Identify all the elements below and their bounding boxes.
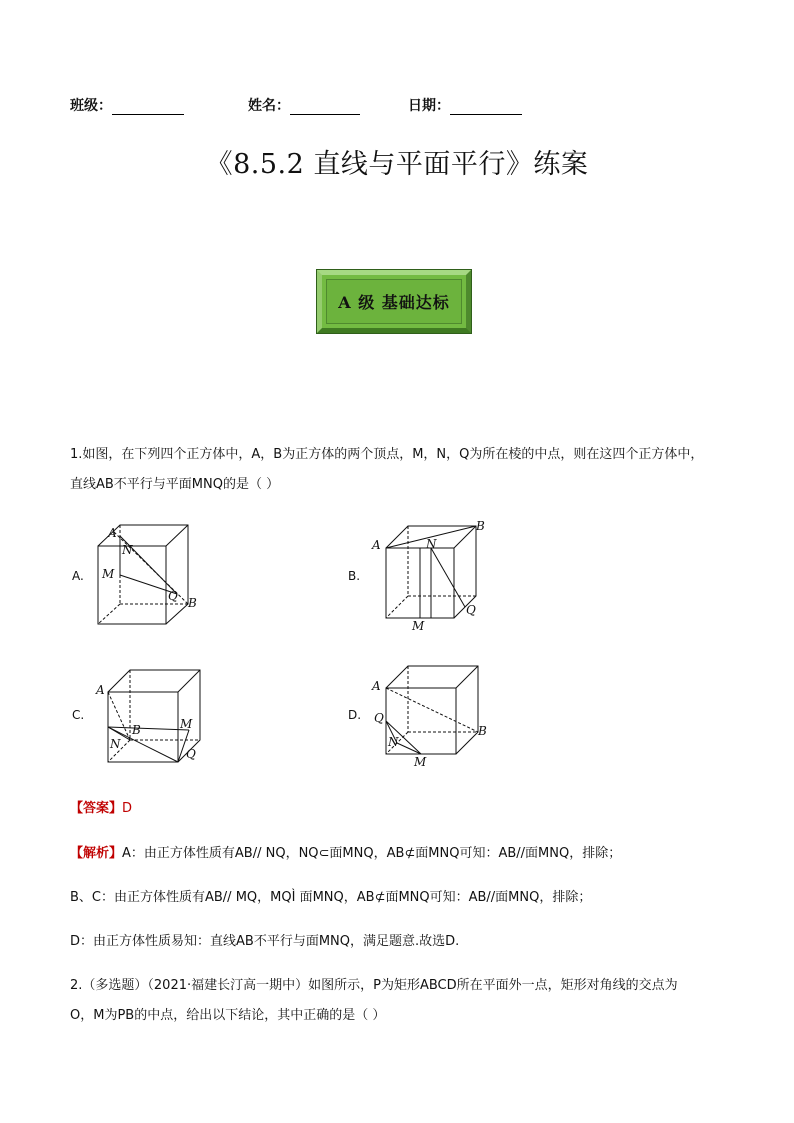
fig-c-point-a: A bbox=[96, 683, 105, 697]
analysis-tag: 【解析】 bbox=[70, 846, 123, 861]
option-a-label: A. bbox=[72, 569, 84, 583]
fig-c-point-q: Q bbox=[186, 747, 196, 761]
fig-b-point-b: B bbox=[476, 519, 485, 533]
analysis-line-d: D：由正方体性质易知：直线AB不平行与面MNQ，满足题意.故选D. bbox=[70, 934, 460, 949]
fig-b-point-q: Q bbox=[466, 603, 476, 617]
answer-value: D bbox=[122, 801, 133, 816]
cube-figure-a bbox=[92, 520, 212, 630]
cube-figure-b bbox=[368, 518, 488, 633]
name-blank[interactable] bbox=[290, 100, 360, 115]
question-2-line-1: 2.（多选题）（2021·福建长汀高一期中）如图所示，P为矩形ABCD所在平面外一点，矩形对角线的交点为 bbox=[70, 978, 678, 993]
analysis-line-bc: B、C：由正方体性质有AB// MQ，MQÌ 面MNQ，AB⊄面MNQ可知：AB//面MNQ，排除； bbox=[70, 890, 592, 905]
name-label: 姓名： bbox=[248, 98, 290, 114]
fig-d-point-m: M bbox=[414, 755, 427, 769]
question-1-line-1: 1.如图，在下列四个正方体中，A，B为正方体的两个顶点，M，N，Q为所在棱的中点，则在这四个正方体中， bbox=[70, 447, 704, 462]
fig-a-point-q: Q bbox=[168, 589, 178, 603]
level-badge bbox=[317, 270, 471, 333]
fig-b-point-m: M bbox=[412, 619, 425, 633]
question-2-line-2: O，M为PB的中点，给出以下结论，其中正确的是（ ） bbox=[70, 1008, 386, 1023]
fig-c-point-n: N bbox=[110, 737, 121, 751]
class-field[interactable] bbox=[70, 95, 184, 115]
page-title: 《8.5.2 直线与平面平行》练案 bbox=[205, 149, 589, 180]
fig-a-point-m: M bbox=[102, 567, 115, 581]
fig-b-point-n: N bbox=[426, 537, 437, 551]
option-b-label: B. bbox=[348, 569, 361, 583]
fig-d-point-q: Q bbox=[374, 711, 384, 725]
class-label: 班级： bbox=[70, 98, 112, 114]
option-c-label: C. bbox=[72, 708, 85, 722]
fig-c-point-b: B bbox=[132, 723, 141, 737]
name-field[interactable] bbox=[248, 95, 360, 115]
date-label: 日期： bbox=[408, 98, 450, 114]
option-d-label: D. bbox=[348, 708, 362, 722]
fig-b-point-a: A bbox=[372, 538, 381, 552]
question-1-line-2: 直线AB不平行与平面MNQ的是（ ） bbox=[70, 477, 280, 492]
level-badge-label: A 级 基础达标 bbox=[326, 279, 462, 324]
answer-tag: 【答案】 bbox=[70, 801, 123, 816]
fig-a-point-a: A bbox=[108, 526, 117, 540]
class-blank[interactable] bbox=[112, 100, 184, 115]
fig-a-point-n: N bbox=[122, 543, 133, 557]
cube-figure-d bbox=[368, 660, 488, 772]
analysis-line-a bbox=[70, 842, 621, 861]
fig-d-point-a: A bbox=[372, 679, 381, 693]
fig-d-point-n: N bbox=[388, 735, 399, 749]
fig-a-point-b: B bbox=[188, 596, 197, 610]
analysis-a-text: A：由正方体性质有AB// NQ，NQ⊂面MNQ，AB⊄面MNQ可知：AB//面MNQ，排除； bbox=[122, 846, 622, 861]
answer-line bbox=[70, 797, 132, 816]
fig-c-point-m: M bbox=[180, 717, 193, 731]
date-blank[interactable] bbox=[450, 100, 522, 115]
cube-figure-c bbox=[92, 662, 212, 767]
date-field[interactable] bbox=[408, 95, 522, 115]
fig-d-point-b: B bbox=[478, 724, 487, 738]
